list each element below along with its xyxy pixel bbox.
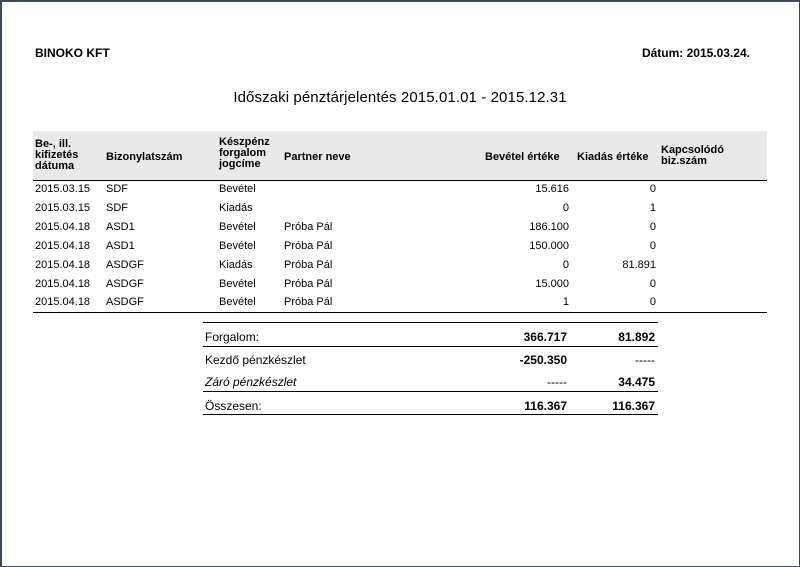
cell-document: ASD1 <box>106 221 135 233</box>
cell-document: SDF <box>106 202 128 214</box>
table-bottom-rule <box>33 312 767 313</box>
table-header <box>33 131 767 181</box>
cell-type: Bevétel <box>219 221 256 233</box>
table-row <box>33 256 767 275</box>
cell-income: 150.000 <box>529 240 569 252</box>
cell-partner: Próba Pál <box>284 296 333 308</box>
cell-document: ASDGF <box>106 278 144 290</box>
cell-date: 2015.04.18 <box>35 221 91 233</box>
company-name: BINOKO KFT <box>35 46 110 60</box>
cell-document: ASD1 <box>106 240 135 252</box>
summary-row-turnover <box>203 327 658 347</box>
cell-expense: 0 <box>649 296 656 308</box>
cell-partner: Próba Pál <box>284 240 333 252</box>
column-header-expense: Kiadás értéke <box>577 151 649 163</box>
summary-label: Záró pénzkészlet <box>205 375 297 389</box>
column-header-document: Bizonylatszám <box>106 151 183 163</box>
cell-date: 2015.03.15 <box>35 202 91 214</box>
summary-rule <box>203 391 658 392</box>
cell-expense: 81.891 <box>622 259 656 271</box>
cell-expense: 0 <box>649 278 656 290</box>
table-row <box>33 275 767 294</box>
cell-type: Bevétel <box>219 278 256 290</box>
cell-income: 0 <box>562 259 569 271</box>
report-date: Dátum: 2015.03.24. <box>641 46 750 60</box>
cell-type: Bevétel <box>219 183 256 195</box>
cell-partner: Próba Pál <box>284 278 333 290</box>
summary-expense: 81.892 <box>618 330 655 344</box>
summary-income: -250.350 <box>519 353 567 367</box>
cell-expense: 0 <box>649 240 656 252</box>
cell-income: 15.616 <box>535 183 569 195</box>
summary-expense: 34.475 <box>618 375 655 389</box>
cell-date: 2015.03.15 <box>35 183 91 195</box>
cell-income: 186.100 <box>529 221 569 233</box>
summary-expense: ----- <box>635 353 655 367</box>
table-row <box>33 199 767 218</box>
cell-income: 0 <box>562 202 569 214</box>
summary-row-opening <box>203 350 658 370</box>
cell-date: 2015.04.18 <box>35 240 91 252</box>
summary-top-rule <box>203 322 658 323</box>
cell-date: 2015.04.18 <box>35 296 91 308</box>
summary-label: Kezdő pénzkészlet <box>205 353 306 367</box>
cell-expense: 0 <box>649 183 656 195</box>
column-header-related: Kapcsolódó biz.szám <box>661 144 724 167</box>
summary-label: Forgalom: <box>205 330 260 344</box>
cell-date: 2015.04.18 <box>35 278 91 290</box>
table-row <box>33 180 767 199</box>
column-header-date: Be-, ill. kifizetés dátuma <box>35 138 79 172</box>
summary-rule <box>203 346 658 347</box>
cell-partner: Próba Pál <box>284 221 333 233</box>
cell-type: Bevétel <box>219 296 256 308</box>
report-title: Időszaki pénztárjelentés 2015.01.01 - 2015.12.31 <box>233 89 567 106</box>
cell-document: ASDGF <box>106 296 144 308</box>
summary-label: Összesen: <box>205 399 262 413</box>
summary-row-total <box>203 396 658 416</box>
cell-document: ASDGF <box>106 259 144 271</box>
summary-income: 116.367 <box>524 399 567 413</box>
summary-income: ----- <box>547 375 567 389</box>
cell-type: Bevétel <box>219 240 256 252</box>
cell-income: 15.000 <box>535 278 569 290</box>
cell-expense: 1 <box>649 202 656 214</box>
column-header-income: Bevétel értéke <box>485 151 560 163</box>
summary-income: 366.717 <box>523 330 567 344</box>
table-row <box>33 218 767 237</box>
table-row <box>33 293 767 312</box>
cell-type: Kiadás <box>219 259 253 271</box>
summary-bottom-rule <box>203 414 658 415</box>
cell-income: 1 <box>562 296 569 308</box>
cell-date: 2015.04.18 <box>35 259 91 271</box>
column-header-partner: Partner neve <box>284 151 351 163</box>
summary-row-closing <box>203 372 658 392</box>
column-header-type: Készpénz forgalom jogcíme <box>219 136 270 170</box>
cell-partner: Próba Pál <box>284 259 333 271</box>
summary-expense: 116.367 <box>612 399 655 413</box>
cell-expense: 0 <box>649 221 656 233</box>
cell-type: Kiadás <box>219 202 253 214</box>
cell-document: SDF <box>106 183 128 195</box>
table-row <box>33 237 767 256</box>
